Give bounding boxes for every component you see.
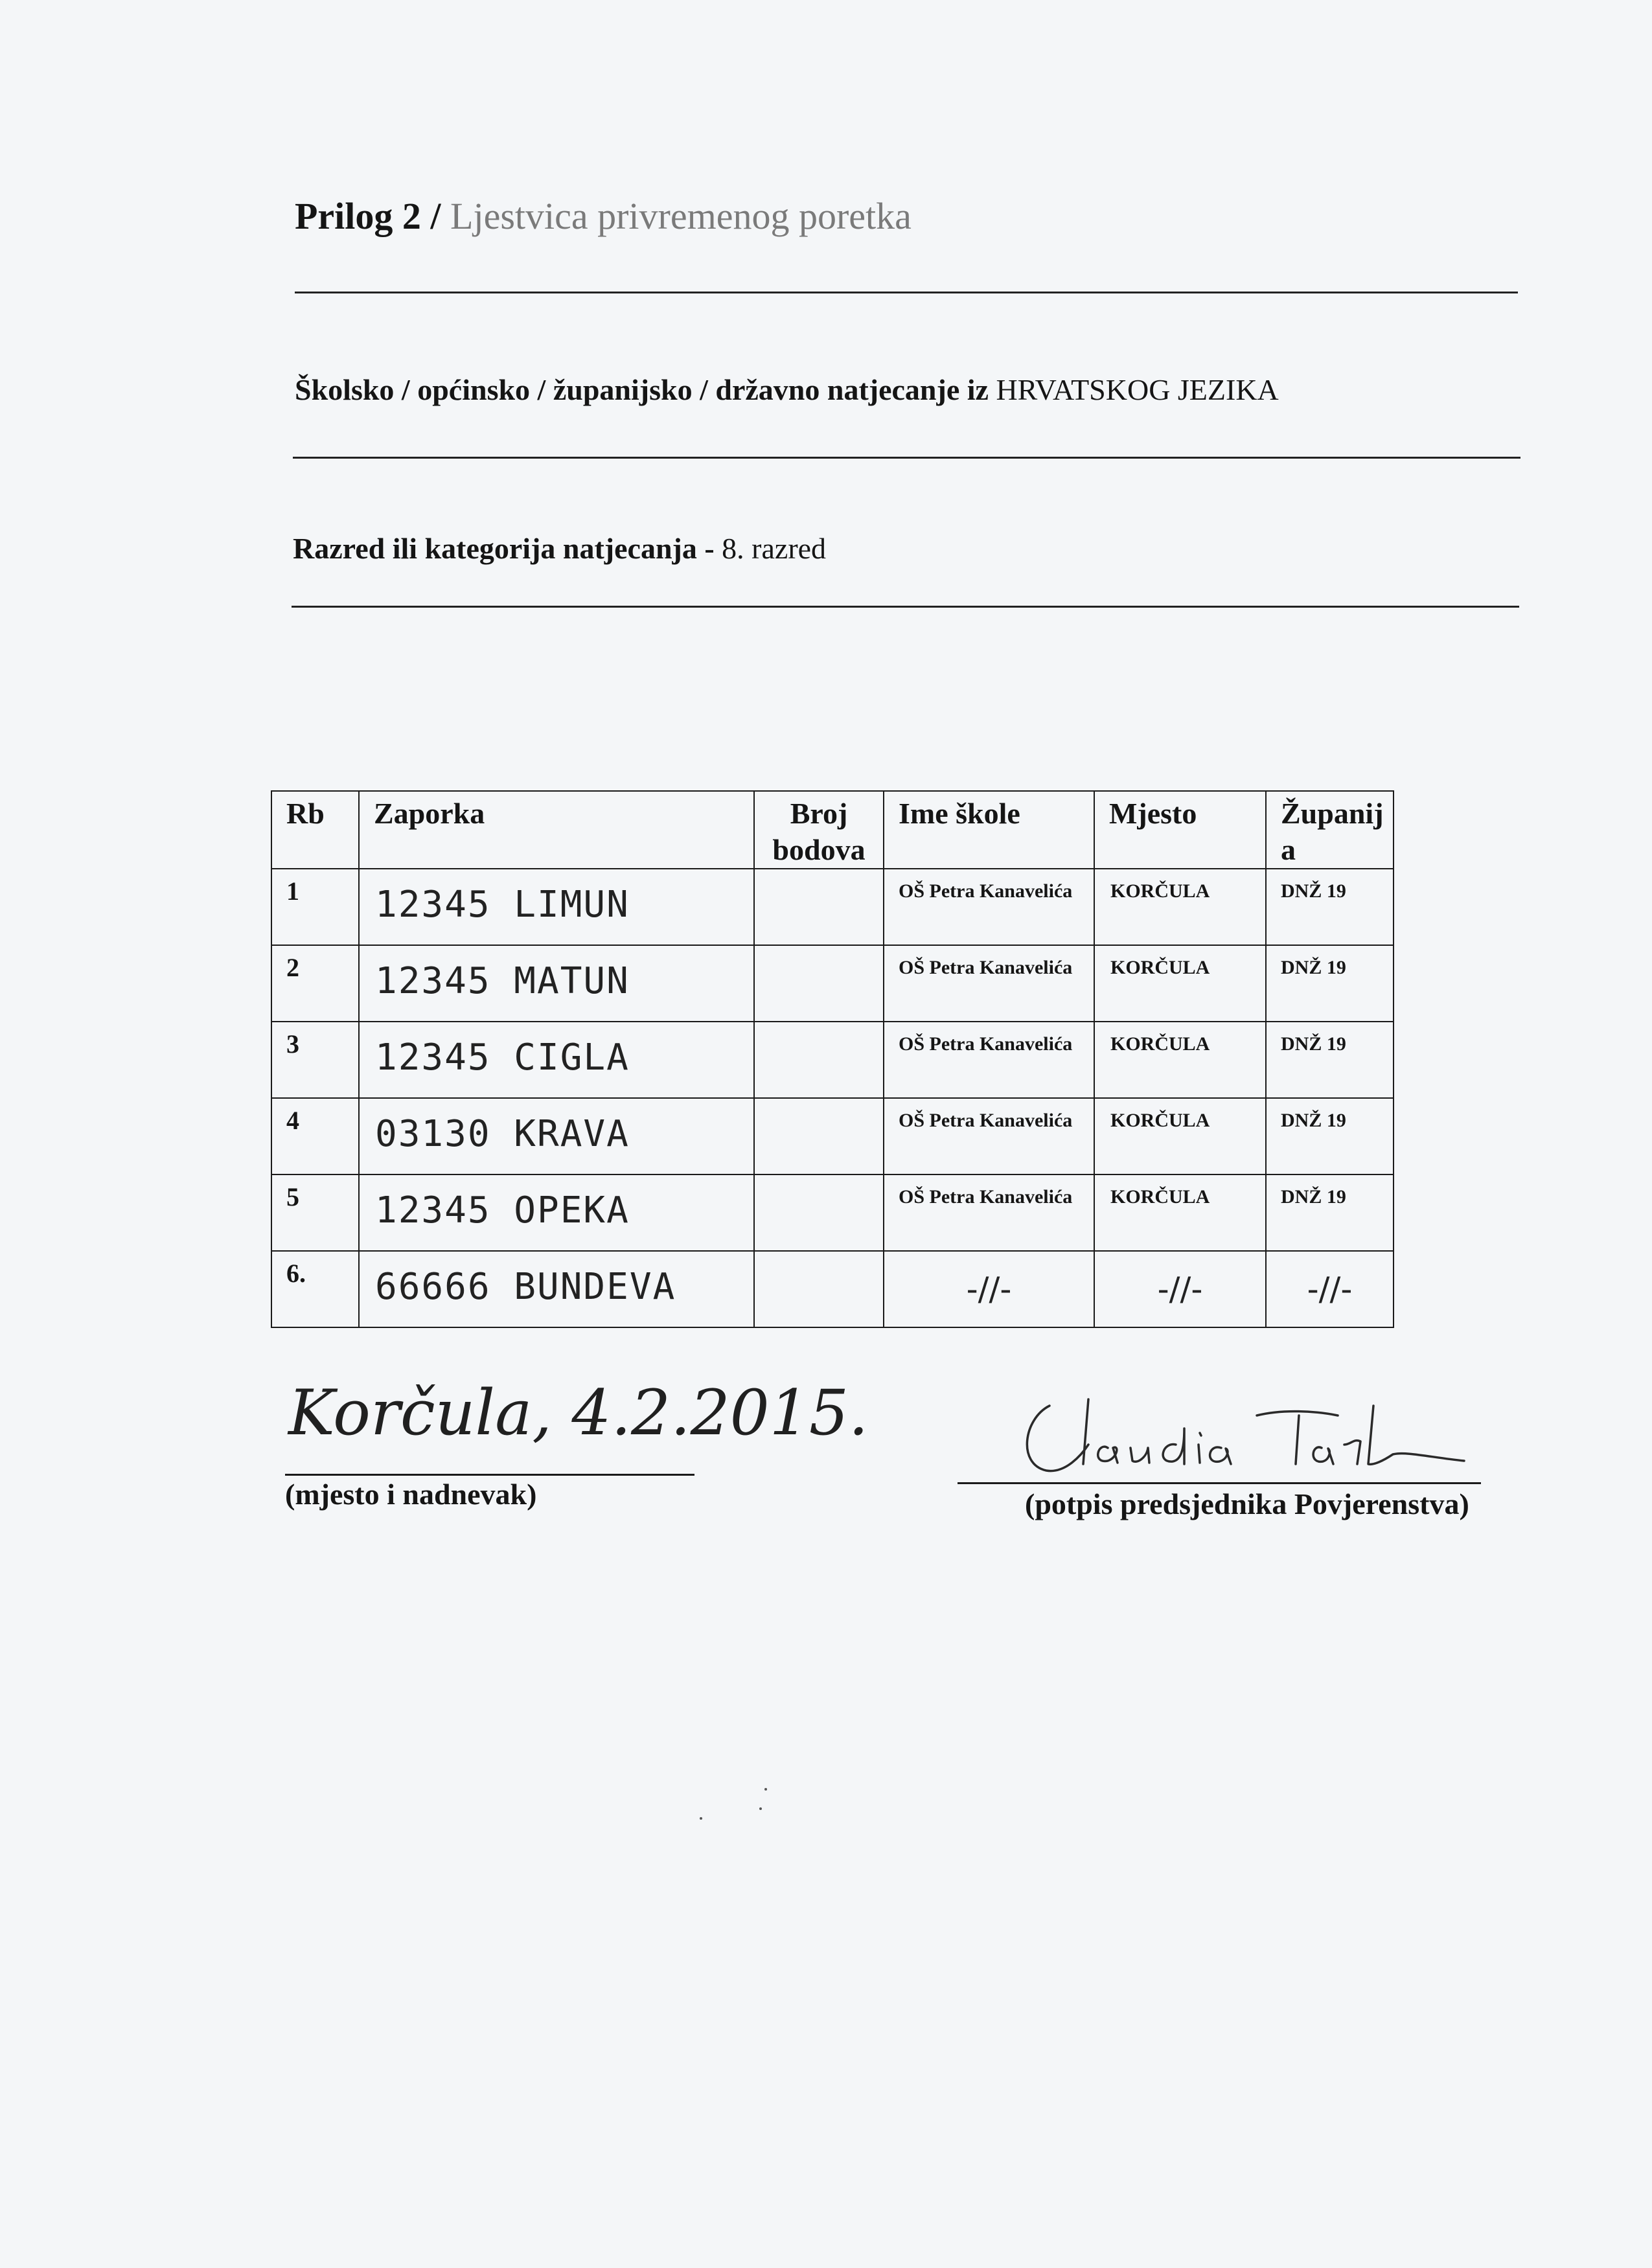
competition-subject: HRVATSKOG JEZIKA <box>996 373 1279 406</box>
header-ime-skole: Ime škole <box>884 791 1094 869</box>
cell-zupanija: DNŽ 19 <box>1266 1022 1394 1098</box>
cell-bodovi <box>754 945 884 1022</box>
cell-zaporka: 12345 CIGLA <box>359 1022 754 1098</box>
place-date-handwritten: Korčula, 4.2.2015. <box>288 1377 869 1449</box>
table-row <box>271 869 1394 945</box>
competition-divider <box>293 457 1520 459</box>
cell-mjesto: KORČULA <box>1094 1022 1266 1098</box>
place-date-label: (mjesto i nadnevak) <box>285 1478 537 1511</box>
results-table <box>271 790 1394 1328</box>
cell-zupanija: -//- <box>1266 1251 1394 1327</box>
scan-speck <box>764 1788 767 1791</box>
cell-zaporka: 12345 LIMUN <box>359 869 754 945</box>
signature-image <box>1011 1393 1477 1483</box>
cell-zupanija: DNŽ 19 <box>1266 1098 1394 1174</box>
table-row <box>271 945 1394 1022</box>
signature-label: (potpis predsjednika Povjerenstva) <box>1025 1487 1469 1520</box>
place-date-line <box>285 1474 694 1476</box>
cell-skola: OŠ Petra Kanavelića <box>884 1022 1094 1098</box>
title-attachment: Prilog 2 <box>295 195 421 237</box>
cell-zaporka: 66666 BUNDEVA <box>359 1251 754 1327</box>
cell-zupanija: DNŽ 19 <box>1266 869 1394 945</box>
category-value: 8. razred <box>722 532 827 565</box>
header-mjesto: Mjesto <box>1094 791 1266 869</box>
header-rb: Rb <box>271 791 359 869</box>
table-row <box>271 1174 1394 1251</box>
cell-skola: OŠ Petra Kanavelića <box>884 945 1094 1022</box>
title-divider <box>295 292 1518 293</box>
cell-bodovi <box>754 1022 884 1098</box>
cell-zupanija: DNŽ 19 <box>1266 1174 1394 1251</box>
cell-zaporka: 03130 KRAVA <box>359 1098 754 1174</box>
cell-rb: 2 <box>271 945 359 1022</box>
table-header-row <box>271 791 1394 869</box>
title-separator: / <box>420 195 451 237</box>
table-row <box>271 1251 1394 1327</box>
table-row <box>271 1098 1394 1174</box>
category-line <box>293 531 826 566</box>
competition-line <box>295 372 1279 407</box>
cell-rb: 1 <box>271 869 359 945</box>
cell-mjesto: KORČULA <box>1094 1098 1266 1174</box>
cell-mjesto: KORČULA <box>1094 869 1266 945</box>
cell-bodovi <box>754 1174 884 1251</box>
table-row <box>271 1022 1394 1098</box>
signature-line <box>958 1482 1481 1484</box>
cell-zaporka: 12345 OPEKA <box>359 1174 754 1251</box>
cell-bodovi <box>754 1098 884 1174</box>
category-label: Razred ili kategorija natjecanja - <box>293 532 722 565</box>
header-zupanija: Županija <box>1266 791 1394 869</box>
cell-rb: 3 <box>271 1022 359 1098</box>
cell-rb: 4 <box>271 1098 359 1174</box>
document-title <box>295 194 912 238</box>
cell-skola: -//- <box>884 1251 1094 1327</box>
cell-bodovi <box>754 1251 884 1327</box>
cell-mjesto: KORČULA <box>1094 1174 1266 1251</box>
cell-bodovi <box>754 869 884 945</box>
cell-skola: OŠ Petra Kanavelića <box>884 1174 1094 1251</box>
cell-mjesto: -//- <box>1094 1251 1266 1327</box>
competition-label: Školsko / općinsko / županijsko / državno natjecanje iz <box>295 373 996 406</box>
category-divider <box>292 606 1519 608</box>
cell-zupanija: DNŽ 19 <box>1266 945 1394 1022</box>
cell-rb: 6. <box>271 1251 359 1327</box>
header-broj-bodova: Broj bodova <box>754 791 884 869</box>
cell-skola: OŠ Petra Kanavelića <box>884 1098 1094 1174</box>
header-zaporka: Zaporka <box>359 791 754 869</box>
title-subtitle: Ljestvica privremenog poretka <box>450 195 912 237</box>
cell-mjesto: KORČULA <box>1094 945 1266 1022</box>
cell-skola: OŠ Petra Kanavelića <box>884 869 1094 945</box>
scan-speck <box>700 1817 702 1820</box>
cell-rb: 5 <box>271 1174 359 1251</box>
scan-speck <box>759 1807 762 1810</box>
cell-zaporka: 12345 MATUN <box>359 945 754 1022</box>
